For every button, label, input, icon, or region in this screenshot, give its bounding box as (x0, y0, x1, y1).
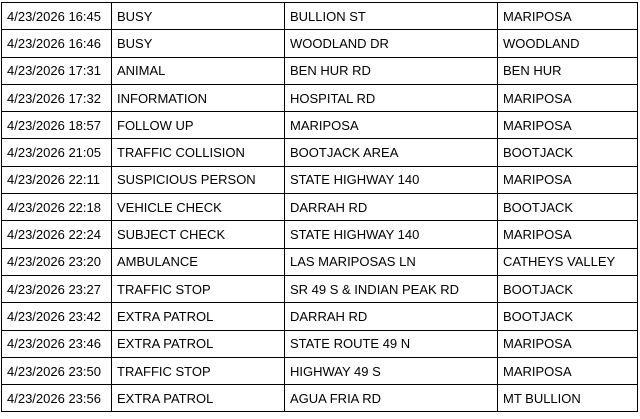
cell-datetime: 4/23/2026 22:11 (2, 166, 112, 193)
cell-area: CATHEYS VALLEY (498, 248, 638, 275)
table-row (2, 3, 638, 30)
cell-area: BOOTJACK (498, 275, 638, 302)
cell-datetime: 4/23/2026 23:20 (2, 248, 112, 275)
cell-call-type: BUSY (112, 3, 285, 30)
cell-area: MT BULLION (498, 385, 638, 412)
table-row (2, 330, 638, 357)
cell-location: HIGHWAY 49 S (285, 357, 498, 384)
cell-datetime: 4/23/2026 23:56 (2, 385, 112, 412)
cell-area: BOOTJACK (498, 139, 638, 166)
cell-location: STATE HIGHWAY 140 (285, 166, 498, 193)
table-row (2, 221, 638, 248)
cell-location: MARIPOSA (285, 112, 498, 139)
cell-area: MARIPOSA (498, 112, 638, 139)
cell-call-type: INFORMATION (112, 84, 285, 111)
table-row (2, 275, 638, 302)
cell-area: WOODLAND (498, 30, 638, 57)
cell-location: AGUA FRIA RD (285, 385, 498, 412)
cell-call-type: TRAFFIC STOP (112, 275, 285, 302)
cell-call-type: SUBJECT CHECK (112, 221, 285, 248)
table-row (2, 112, 638, 139)
cell-call-type: BUSY (112, 30, 285, 57)
table-row (2, 303, 638, 330)
cell-area: BEN HUR (498, 57, 638, 84)
cell-datetime: 4/23/2026 18:57 (2, 112, 112, 139)
cell-datetime: 4/23/2026 23:42 (2, 303, 112, 330)
cell-location: DARRAH RD (285, 303, 498, 330)
call-log-table (1, 2, 638, 412)
cell-area: MARIPOSA (498, 330, 638, 357)
cell-area: MARIPOSA (498, 166, 638, 193)
table-row (2, 166, 638, 193)
table-row (2, 357, 638, 384)
cell-area: BOOTJACK (498, 303, 638, 330)
table-row (2, 139, 638, 166)
table-row (2, 57, 638, 84)
table-row (2, 30, 638, 57)
cell-location: SR 49 S & INDIAN PEAK RD (285, 275, 498, 302)
table-row (2, 84, 638, 111)
cell-call-type: AMBULANCE (112, 248, 285, 275)
cell-call-type: FOLLOW UP (112, 112, 285, 139)
cell-call-type: ANIMAL (112, 57, 285, 84)
cell-call-type: EXTRA PATROL (112, 330, 285, 357)
cell-area: MARIPOSA (498, 357, 638, 384)
cell-location: STATE ROUTE 49 N (285, 330, 498, 357)
cell-area: MARIPOSA (498, 3, 638, 30)
cell-call-type: TRAFFIC STOP (112, 357, 285, 384)
cell-call-type: EXTRA PATROL (112, 385, 285, 412)
cell-call-type: VEHICLE CHECK (112, 194, 285, 221)
cell-datetime: 4/23/2026 16:46 (2, 30, 112, 57)
call-log-body (2, 3, 638, 412)
cell-datetime: 4/23/2026 22:24 (2, 221, 112, 248)
cell-datetime: 4/23/2026 22:18 (2, 194, 112, 221)
cell-datetime: 4/23/2026 23:27 (2, 275, 112, 302)
cell-datetime: 4/23/2026 17:32 (2, 84, 112, 111)
cell-area: MARIPOSA (498, 84, 638, 111)
cell-call-type: EXTRA PATROL (112, 303, 285, 330)
cell-call-type: TRAFFIC COLLISION (112, 139, 285, 166)
cell-area: MARIPOSA (498, 221, 638, 248)
cell-datetime: 4/23/2026 21:05 (2, 139, 112, 166)
table-row (2, 248, 638, 275)
cell-location: STATE HIGHWAY 140 (285, 221, 498, 248)
cell-datetime: 4/23/2026 17:31 (2, 57, 112, 84)
cell-datetime: 4/23/2026 23:46 (2, 330, 112, 357)
cell-datetime: 4/23/2026 23:50 (2, 357, 112, 384)
cell-location: BEN HUR RD (285, 57, 498, 84)
cell-datetime: 4/23/2026 16:45 (2, 3, 112, 30)
cell-location: DARRAH RD (285, 194, 498, 221)
cell-call-type: SUSPICIOUS PERSON (112, 166, 285, 193)
cell-location: LAS MARIPOSAS LN (285, 248, 498, 275)
cell-location: WOODLAND DR (285, 30, 498, 57)
cell-area: BOOTJACK (498, 194, 638, 221)
table-row (2, 194, 638, 221)
cell-location: HOSPITAL RD (285, 84, 498, 111)
table-row (2, 385, 638, 412)
cell-location: BOOTJACK AREA (285, 139, 498, 166)
cell-location: BULLION ST (285, 3, 498, 30)
